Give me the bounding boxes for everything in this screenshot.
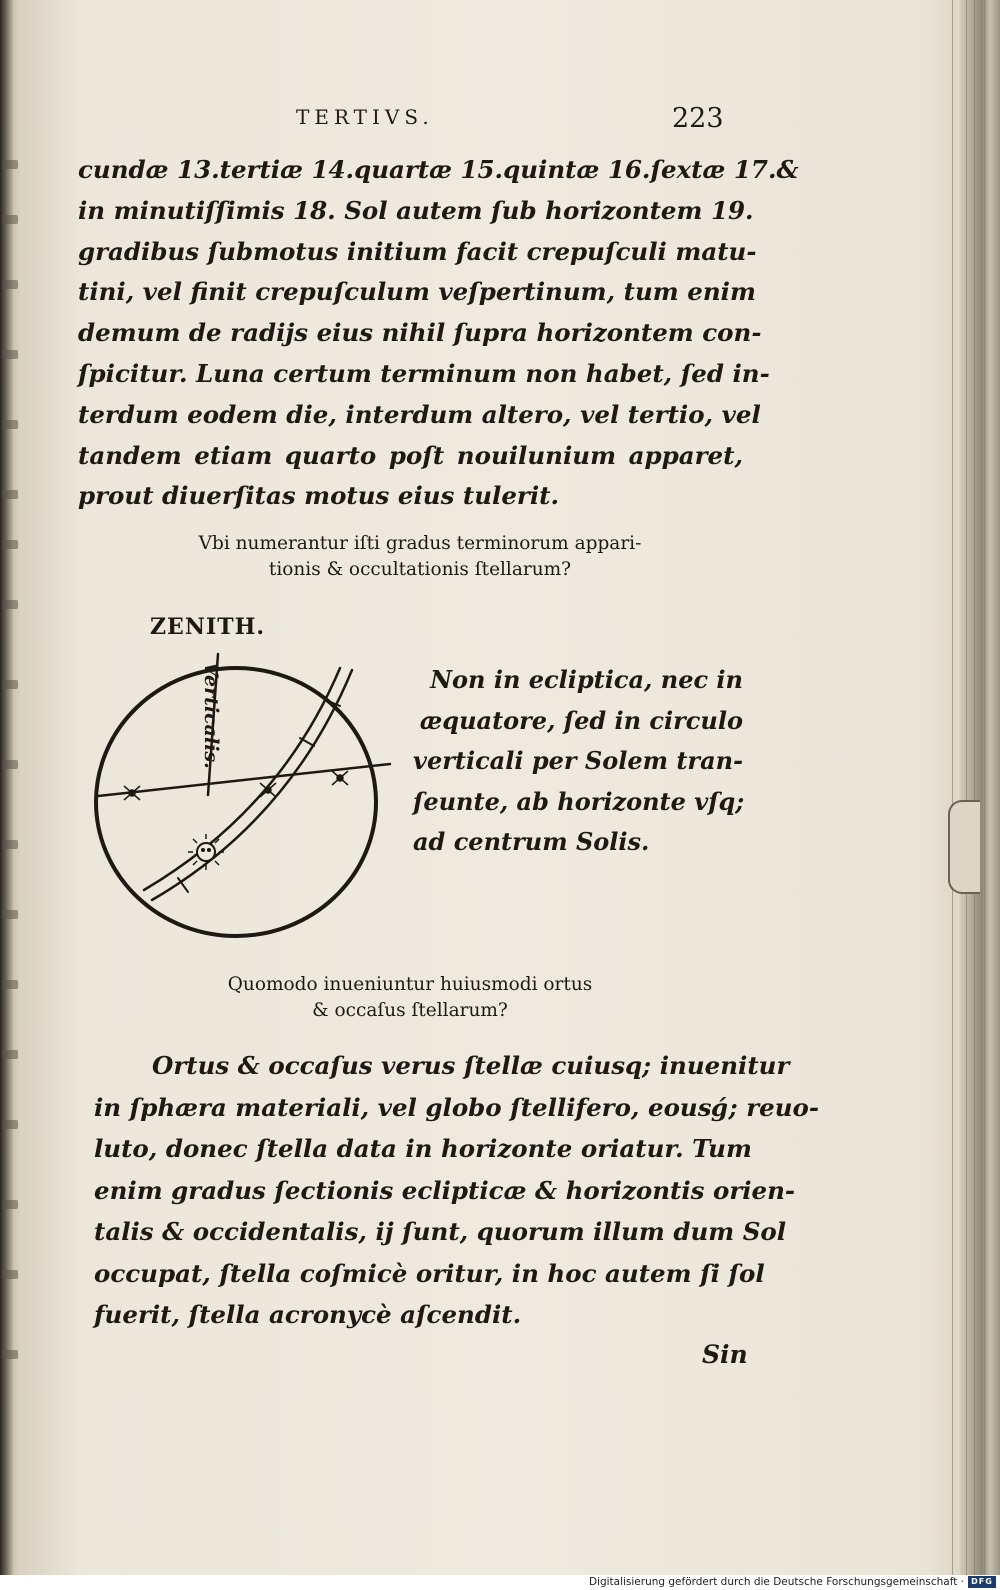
text-line: demum de radijs eius nihil ſupra horizontem con-	[78, 318, 762, 348]
funding-credit: Digitalisierung gefördert durch die Deutsche Forschungsgemeinschaft ·	[588, 1576, 964, 1588]
text-line: gradibus ſubmotus initium facit crepuſculi matu-	[78, 236, 757, 266]
text-line: enim gradus ſectionis eclipticæ & horizontis orien-	[94, 1175, 796, 1205]
text-line: cundæ 13.tertiæ 14.quartæ 15.quintæ 16.ſextæ 17.&	[78, 155, 799, 184]
text-line: luto, donec ſtella data in horizonte oriatur. Tum	[94, 1134, 752, 1163]
question-heading-gradus	[140, 531, 700, 583]
text-line: & occaſus ſtellarum?	[312, 1000, 508, 1021]
celestial-sphere-diagram	[90, 630, 400, 950]
page-number: 223	[672, 103, 724, 134]
text-line: fuerit, ſtella acronycè aſcendit.	[94, 1300, 522, 1329]
star-icon	[332, 771, 348, 785]
page-stack-edge	[960, 0, 1000, 1575]
text-line: terdum eodem die, interdum altero, vel tertio, vel	[78, 399, 761, 429]
text-line: prout diuerſitas motus eius tulerit.	[78, 481, 559, 511]
catchword: Sin	[702, 1340, 748, 1369]
text-line: Non in ecliptica, nec in	[430, 665, 743, 694]
text-line: occupat, ſtella coſmicè oritur, in hoc autem ſi ſol	[94, 1258, 765, 1288]
text-line: ad centrum Solis.	[413, 827, 650, 856]
text-line: Vbi numerantur iſti gradus terminorum appari-	[198, 533, 642, 554]
text-line: æquatore, ſed in circulo	[419, 705, 743, 735]
running-head: TERTIVS.	[296, 105, 434, 129]
facing-page-text-bleed	[0, 120, 22, 1520]
paragraph-crepusculum	[78, 150, 799, 517]
text-line: talis & occidentalis, ij ſunt, quorum illum dum Sol	[94, 1217, 787, 1246]
text-line: Ortus & occaſus verus ſtellæ cuiusq; inuenitur	[152, 1051, 790, 1080]
text-line: in ſphæra materiali, vel globo ſtellifero, eousǵ; reuo-	[94, 1092, 820, 1122]
binding-clasp	[948, 800, 980, 894]
horizon-line	[98, 764, 390, 796]
digitization-footer	[0, 1575, 1000, 1590]
text-line: in minutiſſimis 18. Sol autem ſub horizontem 19.	[78, 195, 754, 225]
text-line: Quomodo inueniuntur huiusmodi ortus	[227, 974, 593, 995]
text-line: ſeunte, ab horizonte vſq;	[413, 786, 745, 816]
answer-vertical-circle	[413, 660, 743, 863]
dfg-logo: DFG	[968, 1576, 996, 1588]
zenith-label: ZENITH.	[150, 614, 266, 640]
text-line: tini, vel finit crepuſculum veſpertinum, tum enim	[78, 277, 756, 307]
vertical-circle-label: Verticalis.	[200, 662, 222, 769]
text-line: tionis & occultationis ſtellarum?	[268, 559, 572, 580]
text-line: ſpicitur. Luna certum terminum non habet, ſed in-	[78, 358, 770, 388]
paragraph-ortus-occasus	[94, 1045, 820, 1336]
question-heading-ortus	[140, 972, 680, 1024]
text-line: tandem etiam quarto poſt nouilunium apparet,	[78, 440, 743, 470]
text-line: verticali per Solem tran-	[413, 746, 744, 775]
